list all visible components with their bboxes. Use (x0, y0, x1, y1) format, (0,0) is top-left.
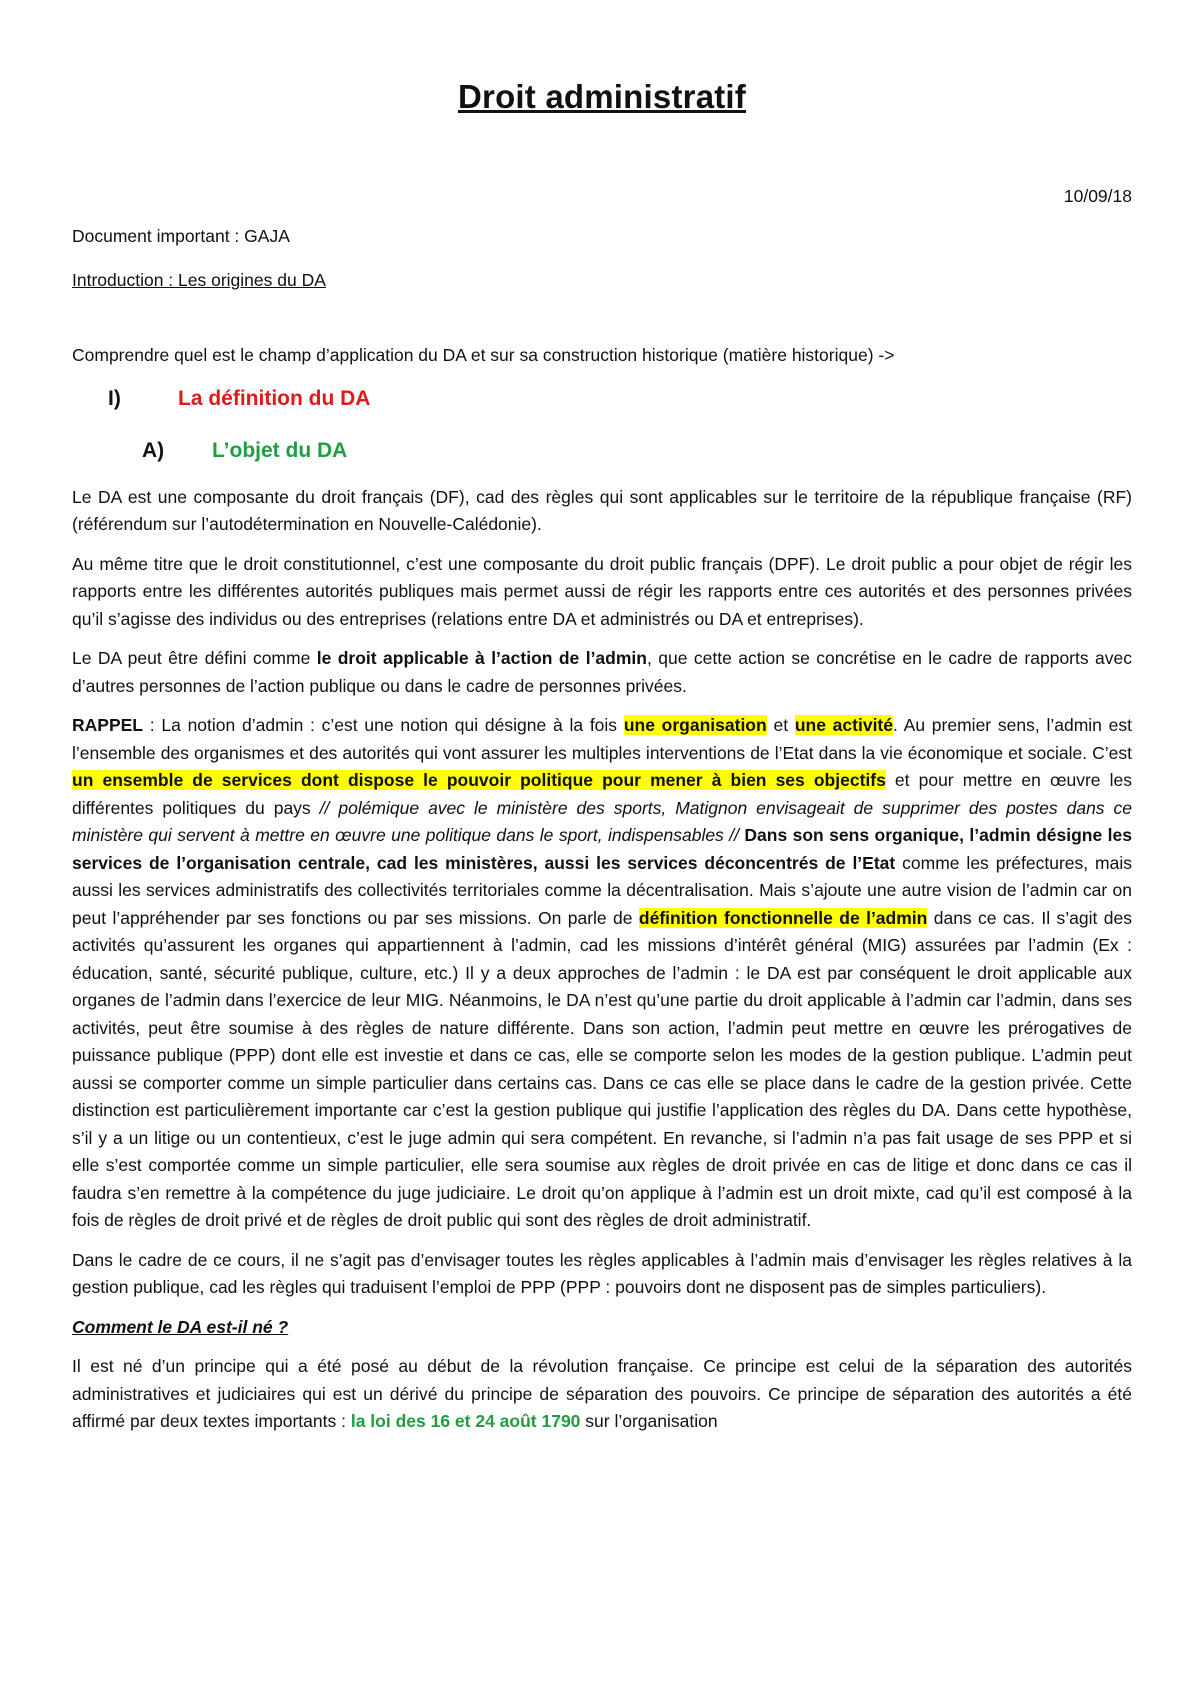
highlight: un ensemble de services dont dispose le pouvoir politique pour mener à bien ses objectifs (72, 770, 886, 790)
section-title: La définition du DA (178, 386, 371, 410)
subsection-title: L’objet du DA (212, 438, 348, 462)
section-number: I) (108, 386, 121, 410)
paragraph-6 (72, 1353, 1132, 1436)
text-run: : La notion d’admin : c’est une notion qui désigne à la fois (142, 715, 624, 735)
text-run: dans ce cas. Il s’agit des activités qu’assurent les organes qui appartiennent à l’admin, cad les missions d’intérêt général (MIG) assurées par l’admin (Ex : éducation, santé, sécurité publique, culture, etc.) Il y a deux approches de l’admin : le DA est par conséquent le droit applicable aux organes de l’admin dans l’exercice de leur MIG. Néanmoins, le DA n’est qu’une partie du droit applicable à l’admin car l’admin, dans ses activités, peut être soumise à des règles de nature différente. Dans son action, l’admin peut mettre en œuvre les prérogatives de puissance publique (PPP) dont elle est investie et dans ce cas, elle se comporte selon les modes de la gestion publique. L’admin peut aussi se comporter comme un simple particulier dans certains cas. Dans ce cas elle se place dans le cadre de la gestion privée. Cette distinction est particulièrement importante car c’est la gestion publique qui justifie l’application des règles du DA. Dans cette hypothèse, s’il y a un litige ou un contentieux, c’est le juge admin qui sera compétent. En revanche, si l’admin n’a pas fait usage de ses PPP et si elle s’est comportée comme un simple particulier, elle sera soumise aux règles de droit privée en cas de litige et donc dans ce cas il faudra s’en remettre à la compétence du juge judiciaire. Le droit qu’on applique à l’admin est un droit mixte, cad qu’il est composé à la fois de règles de droit privé et de règles de droit public qui sont des règles de droit administratif. (72, 907, 1132, 1230)
question-heading: Comment le DA est-il né ? (72, 1316, 289, 1337)
text-run: . Au premier sens, l’admin est l’ensemble des organismes et des autorités qui vont assurer les multiples interventions de l’Etat dans la vie économique et sociale. C’est (72, 715, 1133, 763)
bold-definition: le droit applicable à l’action de l’admin (316, 648, 647, 668)
rappel-label: RAPPEL (72, 715, 143, 735)
law-reference: la loi des 16 et 24 août 1790 (350, 1411, 581, 1431)
highlight: une activité (794, 715, 893, 735)
section-heading-1 (108, 384, 1132, 414)
italic-aside: // polémique avec le ministère des sports, Matignon envisageait de supprimer des postes dans ce ministère qui servent à mettre en œuvre une politique dans le sport, indispensables // (72, 797, 1133, 845)
subsection-number: A) (142, 438, 165, 462)
paragraph-3 (72, 645, 1132, 700)
text-run: et (766, 715, 795, 735)
paragraph-2: Au même titre que le droit constitutionnel, c’est une composante du droit public français (DPF). Le droit public a pour objet de régir les rapports entre les différentes autorités publiques mais permet aussi de régir les rapports entre ces autorités et des personnes privées qu’il s’agisse des individus ou des entreprises (relations entre DA et administrés ou DA et entreprises). (72, 553, 1132, 629)
text-run: comme les préfectures, mais aussi les services administratifs des collectivités territoriales comme la décentralisation. Mais s’ajoute une autre vision de l’admin car on peut l’appréhender par ses fonctions ou par ses missions. On parle de (72, 852, 1132, 928)
paragraph-1: Le DA est une composante du droit français (DF), cad des règles qui sont applicables sur le territoire de la république française (RF) (référendum sur l’autodétermination en Nouvelle-Calédonie). (72, 486, 1132, 534)
text-run: Il est né d’un principe qui a été posé au début de la révolution française. Ce principe est celui de la séparation des autorités administratives et judiciaires qui est un dérivé du principe de séparation des pouvoirs. Ce principe de séparation des autorités a été affirmé par deux textes importants : (72, 1356, 1132, 1431)
text-run: Le DA peut être défini comme (72, 648, 317, 668)
document-note: Document important : GAJA (72, 226, 290, 246)
text-run: , que cette action se concrétise en le cadre de rapports avec d’autres personnes de l’action publique ou dans le cadre de personnes privées. (72, 648, 1133, 696)
paragraph-rappel (72, 712, 1132, 1235)
highlight: une organisation (623, 715, 767, 735)
document-title: Droit administratif (458, 78, 746, 115)
highlight: définition fonctionnelle de l’admin (638, 907, 928, 928)
date: 10/09/18 (1063, 186, 1132, 206)
lead-text: Comprendre quel est le champ d’application du DA et sur sa construction historique (matière historique) -> (72, 345, 895, 365)
paragraph-5: Dans le cadre de ce cours, il ne s’agit pas d’envisager toutes les règles applicables à l’admin mais d’envisager les règles relatives à la gestion publique, cad les règles qui traduisent l’emploi de PPP (PPP : pouvoirs dont ne disposent pas de simples particuliers). (72, 1249, 1132, 1297)
bold-organic-definition: Dans son sens organique, l’admin désigne les services de l’organisation centrale, cad les ministères, aussi les services déconcentrés de l’Etat (72, 825, 1132, 873)
subsection-heading-a (142, 436, 1132, 466)
text-run: sur l’organisation (580, 1411, 718, 1431)
introduction-heading: Introduction : Les origines du DA (72, 269, 326, 290)
text-run: et pour mettre en œuvre les différentes politiques du pays (72, 770, 1132, 818)
